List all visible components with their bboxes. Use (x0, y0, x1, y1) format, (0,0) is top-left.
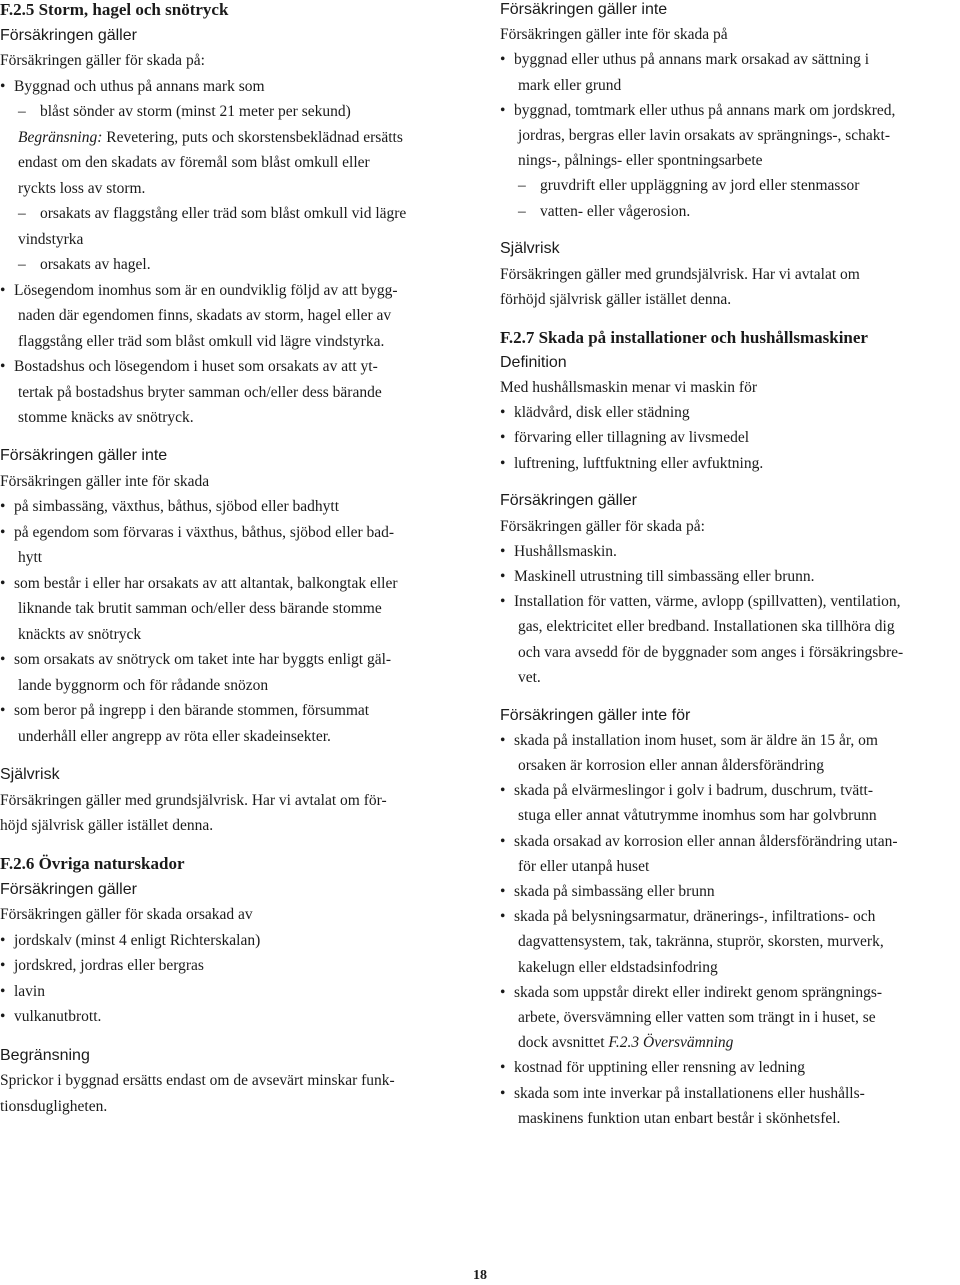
bullet-icon: • (500, 542, 506, 560)
subheading (0, 26, 137, 46)
list-item (500, 403, 690, 423)
list-item (500, 542, 617, 562)
continuation-line-text: vet. (518, 668, 541, 686)
list-item (0, 650, 391, 670)
dash-list-item (18, 102, 351, 122)
text-line (0, 51, 205, 71)
dash-icon: – (18, 256, 26, 273)
subheading (500, 706, 690, 726)
section-reference: F.2.3 Översvämning (608, 1034, 734, 1052)
list-item-text: Byggnad och uthus på annans mark som (14, 77, 265, 95)
continuation-line (18, 599, 382, 619)
list-item (500, 1058, 805, 1078)
list-item-text: jordskalv (minst 4 enligt Richterskalan) (14, 931, 261, 949)
subheading (500, 239, 560, 259)
continuation-line (18, 153, 370, 173)
text-line-text: Försäkringen gäller inte för skada på (500, 26, 728, 44)
text-line-text: höjd självrisk gäller istället denna. (0, 817, 214, 834)
dash-list-item (518, 176, 859, 196)
bullet-icon: • (0, 358, 6, 375)
continuation-line-text: för eller utanpå huset (518, 857, 650, 875)
continuation-line (518, 126, 890, 146)
continuation-line (518, 668, 541, 688)
list-item-text: på egendom som förvaras i växthus, båthus, sjöbod eller bad- (14, 523, 395, 541)
list-item (0, 574, 397, 594)
subheading-text: Definition (500, 353, 567, 371)
list-item (0, 701, 369, 721)
list-item (500, 882, 715, 902)
subheading-text: Självrisk (500, 240, 560, 258)
subheading (500, 491, 637, 511)
list-item (0, 77, 265, 97)
list-item-text: kostnad för upptining eller rensning av ledning (514, 1059, 805, 1077)
bullet-icon: • (500, 731, 506, 749)
dash-list-item-text: gruvdrift eller uppläggning av jord eller stenmassor (540, 177, 860, 195)
bullet-icon: • (0, 498, 6, 516)
bullet-icon: • (500, 454, 506, 472)
list-item (0, 956, 204, 976)
section-heading (500, 328, 868, 348)
list-item-text: skada som uppstår direkt eller indirekt genom sprängnings- (514, 983, 883, 1001)
text-line-text: Försäkringen gäller för skada orsakad av (0, 906, 253, 924)
list-item-text: förvaring eller tillagning av livsmedel (514, 429, 750, 447)
continuation-line (18, 179, 145, 199)
list-item-text: Maskinell utrustning till simbassäng eller brunn. (514, 568, 815, 585)
continuation-line-text: och vara avsedd för de byggnader som anges i försäkringsbre- (518, 643, 904, 661)
continuation-line-text: endast om den skadats av föremål som blåst omkull eller (18, 154, 370, 171)
text-line (500, 290, 731, 310)
subheading-text: Försäkringen gäller inte för (500, 706, 691, 724)
subheading (500, 0, 667, 20)
continuation-line (518, 806, 877, 826)
section-heading-text: F.2.5 Storm, hagel och snötryck (0, 0, 229, 19)
subheading-text: Försäkringen gäller (0, 26, 137, 44)
bullet-icon: • (0, 702, 6, 720)
bullet-icon: • (500, 101, 506, 119)
text-line (0, 791, 387, 811)
continuation-line (18, 128, 403, 148)
subheading-text: Begränsning (0, 1046, 90, 1064)
list-item-text: skada orsakad av korrosion eller annan åldersförändring utan- (514, 832, 898, 850)
text-line-text: Försäkringen gäller för skada på: (500, 517, 705, 535)
text-line (500, 378, 757, 398)
continuation-line (18, 332, 384, 352)
text-line (0, 1071, 395, 1091)
bullet-icon: • (500, 429, 506, 447)
list-item-text: klädvård, disk eller städning (514, 404, 690, 422)
list-item (0, 523, 394, 543)
section-heading-text: F.2.6 Övriga naturskador (0, 854, 185, 874)
continuation-line (18, 383, 382, 403)
dash-list-item-text: orsakats av flaggstång eller träd som blåst omkull vid lägre (40, 205, 407, 222)
list-item (500, 983, 882, 1003)
continuation-line-text: arbete, översvämning eller vatten som trängt in i huset, se (518, 1009, 876, 1026)
bullet-icon: • (500, 568, 506, 585)
text-line-text: Försäkringen gäller med grundsjälvrisk. Har vi avtalat om (500, 265, 860, 283)
list-item-text: skada som inte inverkar på installationens eller hushålls- (514, 1084, 865, 1102)
section-heading (0, 0, 228, 20)
continuation-line-text: maskinens funktion utan enbart består i skönhetsfel. (518, 1109, 841, 1127)
continuation-line (18, 548, 42, 568)
list-item-text: Lösegendom inomhus som är en oundviklig följd av att bygg- (14, 281, 398, 299)
list-item (500, 101, 895, 121)
dash-list-item-text: blåst sönder av storm (minst 21 meter per sekund) (40, 103, 351, 120)
bullet-icon: • (0, 982, 6, 1000)
list-item (500, 1084, 865, 1104)
continuation-line-text: orsaken är korrosion eller annan åldersförändring (518, 757, 825, 774)
text-line (0, 905, 253, 925)
list-item-text: som orsakats av snötryck om taket inte har byggts enligt gäl- (14, 651, 392, 669)
list-item (0, 1007, 101, 1027)
text-line (0, 816, 213, 836)
continuation-line-text: stuga eller annat våtutrymme inomhus som har golvbrunn (518, 807, 877, 825)
continuation-line-text: gas, elektricitet eller bredband. Installationen ska tillhöra dig (518, 618, 895, 636)
continuation-line (518, 857, 649, 877)
text-line-text: tionsdugligheten. (0, 1097, 108, 1115)
section-heading-text: F.2.7 Skada på installationer och hushållsmaskiner (500, 327, 868, 347)
continuation-line (518, 756, 824, 776)
list-item (0, 497, 339, 517)
subheading (0, 1046, 90, 1066)
subheading-text: Försäkringen gäller (0, 880, 137, 898)
text-line-text: Försäkringen gäller med grundsjälvrisk. Har vi avtalat om för- (0, 791, 387, 809)
continuation-line (18, 625, 141, 645)
section-heading (0, 854, 185, 874)
dash-list-item (518, 202, 690, 222)
subheading-text: Självrisk (0, 766, 60, 783)
continuation-line-text: hytt (18, 549, 43, 567)
continuation-line (518, 643, 903, 663)
subheading-text: Försäkringen gäller inte (0, 447, 168, 465)
list-item (0, 281, 398, 301)
text-line-text: förhöjd självrisk gäller istället denna. (500, 290, 732, 308)
continuation-line-text: mark eller grund (518, 76, 622, 94)
bullet-icon: • (500, 1084, 506, 1102)
list-item (500, 731, 878, 751)
continuation-line-text: underhåll eller angrepp av röta eller skadeinsekter. (18, 727, 331, 745)
continuation-line-text: stomme knäcks av snötryck. (18, 409, 194, 426)
page-number: 18 (473, 1268, 487, 1283)
continuation-line-text: lande byggnorm och för rådande snözon (18, 676, 269, 694)
list-item-text: Hushållsmaskin. (514, 542, 617, 560)
continuation-line-text: kakelugn eller eldstadsinfodring (518, 958, 718, 976)
dash-icon: – (18, 205, 26, 222)
list-item-text: på simbassäng, växthus, båthus, sjöbod eller badhytt (14, 498, 340, 516)
bullet-icon: • (500, 883, 506, 900)
list-item-text: jordskred, jordras eller bergras (14, 957, 204, 975)
continuation-line-text: jordras, bergras eller lavin orsakats av sprängnings-, schakt- (518, 127, 891, 144)
bullet-icon: • (500, 908, 506, 926)
continuation-line (518, 1109, 840, 1129)
bullet-icon: • (500, 593, 506, 611)
continuation-line-text: ryckts loss av storm. (18, 179, 146, 197)
list-item (500, 428, 749, 448)
list-item (500, 567, 815, 587)
continuation-line (18, 676, 268, 696)
text-line-text: Med hushållsmaskin menar vi maskin för (500, 379, 757, 396)
bullet-icon: • (500, 404, 506, 422)
continuation-line (18, 727, 331, 747)
bullet-icon: • (0, 651, 6, 669)
list-item-text: som beror på ingrepp i den bärande stommen, försummat (14, 702, 370, 720)
text-line-text: Försäkringen gäller inte för skada (0, 472, 210, 490)
dash-icon: – (518, 177, 526, 195)
bullet-icon: • (0, 281, 6, 299)
list-item (0, 982, 45, 1002)
continuation-line-text: Revetering, puts och skorstensbeklädnad ersätts (102, 128, 403, 146)
list-item (0, 931, 260, 951)
bullet-icon: • (500, 1059, 506, 1077)
text-line (500, 25, 728, 45)
list-item-text: Bostadshus och lösegendom i huset som orsakats av att yt- (14, 358, 378, 375)
text-line (0, 1097, 107, 1117)
list-item-text: skada på elvärmeslingor i golv i badrum, duschrum, tvätt- (514, 782, 873, 800)
continuation-line-text: liknande tak brutit samman och/eller dess bärande stomme (18, 600, 382, 618)
continuation-line-text: dock avsnittet (518, 1034, 609, 1052)
dash-icon: – (518, 202, 526, 220)
subheading (0, 446, 167, 466)
list-item (500, 907, 875, 927)
bullet-icon: • (500, 782, 506, 800)
continuation-line (18, 230, 83, 250)
continuation-line (18, 306, 391, 326)
list-item-text: byggnad eller uthus på annans mark orsakad av sättning i (514, 51, 870, 69)
text-line-text: Försäkringen gäller för skada på: (0, 52, 205, 69)
list-item-text: som består i eller har orsakats av att altantak, balkongtak eller (14, 574, 398, 592)
list-item-text: luftrening, luftfuktning eller avfuktning. (514, 454, 764, 472)
continuation-line (518, 932, 884, 952)
subheading-text: Försäkringen gäller (500, 492, 637, 510)
continuation-line-text: naden där egendomen finns, skadats av storm, hagel eller av (18, 307, 392, 324)
subheading (0, 765, 60, 785)
dash-list-item-text: orsakats av hagel. (40, 256, 151, 273)
list-item-text: skada på belysningsarmatur, dränerings-, infiltrations- och (514, 908, 876, 926)
list-item-text: skada på simbassäng eller brunn (514, 883, 715, 900)
bullet-icon: • (500, 983, 506, 1001)
bullet-icon: • (500, 51, 506, 69)
list-item-text: byggnad, tomtmark eller uthus på annans mark om jordskred, (514, 101, 896, 119)
continuation-line (518, 151, 763, 171)
continuation-line (518, 76, 621, 96)
list-item (500, 832, 897, 852)
text-line-text: Sprickor i byggnad ersätts endast om de avsevärt minskar funk- (0, 1072, 395, 1089)
subheading (500, 353, 567, 373)
dash-list-item (18, 204, 406, 224)
dash-icon: – (18, 103, 26, 120)
continuation-line-text: dagvattensystem, tak, takränna, stuprör, skorsten, murverk, (518, 933, 884, 951)
bullet-icon: • (0, 523, 6, 541)
bullet-icon: • (0, 1008, 6, 1026)
bullet-icon: • (0, 931, 6, 949)
list-item-text: vulkanutbrott. (14, 1008, 102, 1026)
bullet-icon: • (0, 77, 6, 95)
text-line (0, 472, 209, 492)
dash-list-item-text: vatten- eller vågerosion. (540, 202, 691, 220)
list-item-text: lavin (14, 982, 45, 1000)
list-item (500, 454, 763, 474)
list-item (0, 357, 378, 377)
limitation-label: Begränsning: (18, 128, 103, 146)
continuation-line-text: flaggstång eller träd som blåst omkull vid lägre vindstyrka. (18, 332, 385, 350)
continuation-line-text: nings-, pålnings- eller spontningsarbete (518, 152, 763, 170)
list-item (500, 781, 873, 801)
continuation-line (518, 617, 895, 637)
bullet-icon: • (500, 832, 506, 850)
continuation-line (518, 958, 718, 978)
list-item-text: skada på installation inom huset, som är äldre än 15 år, om (514, 731, 878, 749)
continuation-line (518, 1033, 733, 1053)
bullet-icon: • (0, 957, 6, 975)
continuation-line (18, 408, 194, 428)
continuation-line (518, 1008, 876, 1028)
continuation-line-text: knäckts av snötryck (18, 625, 142, 643)
list-item (500, 50, 869, 70)
text-line (500, 265, 860, 285)
continuation-line-text: tertak på bostadshus bryter samman och/eller dess bärande (18, 383, 382, 401)
subheading (0, 880, 137, 900)
subheading-text: Försäkringen gäller inte (500, 1, 668, 18)
list-item-text: Installation för vatten, värme, avlopp (spillvatten), ventilation, (514, 593, 901, 611)
bullet-icon: • (0, 574, 6, 592)
continuation-line-text: vindstyrka (18, 230, 84, 248)
dash-list-item (18, 255, 151, 275)
text-line (500, 517, 705, 537)
list-item (500, 592, 901, 612)
